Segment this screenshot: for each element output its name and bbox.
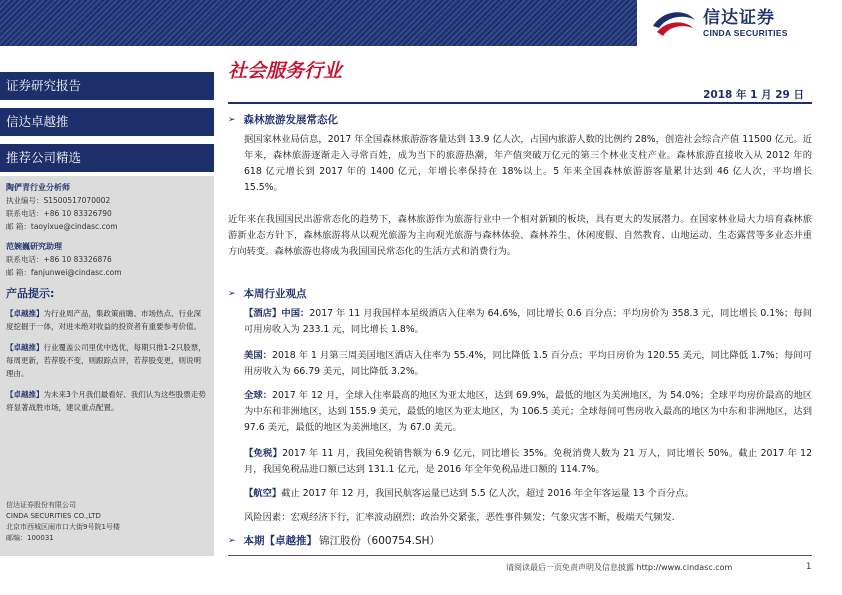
footer-disclaimer-note[interactable]: 请阅读最后一页免责声明及信息披露 http://www.cindasc.com bbox=[506, 563, 733, 572]
report-date: 2018 年 1 月 29 日 bbox=[703, 89, 804, 101]
company-zip: 邮编：100031 bbox=[6, 534, 54, 542]
brand-logo bbox=[637, 0, 842, 46]
company-name-cn: 信达证券股份有限公司 bbox=[6, 501, 76, 509]
arrow-bullet-icon: ➢ bbox=[228, 114, 236, 125]
hotel-global-tag: 全球： bbox=[244, 390, 273, 401]
hotel-us-tag: 美国： bbox=[244, 350, 273, 361]
cinda-swoosh-icon bbox=[649, 6, 699, 40]
analyst1-license: 执业编号：S1500517070002 bbox=[6, 196, 111, 205]
company-name-en: CINDA SECURITIES CO.,LTD bbox=[6, 512, 101, 520]
hint-text: 为行业周产品，集政策前瞻、市场热点、行业深度挖掘于一体，对进未绝对收益的投资者有重要参考价值。 bbox=[6, 309, 201, 331]
section-forest-tourism-heading bbox=[228, 112, 338, 127]
hint-text: 为未来3个月我们最看好、我们认为这些股票走势将显著战胜市场，建议重点配置。 bbox=[6, 390, 206, 412]
section-title: 本期【卓越推】 bbox=[243, 535, 318, 547]
sidebar bbox=[0, 52, 214, 554]
band-research-report: 证券研究报告 bbox=[0, 72, 214, 100]
page-number: 1 bbox=[806, 562, 812, 572]
aviation-paragraph bbox=[244, 486, 812, 502]
section-weekly-view-heading bbox=[228, 286, 307, 301]
hint-tag: 【卓越推】 bbox=[6, 309, 44, 318]
arrow-bullet-icon: ➢ bbox=[228, 288, 236, 299]
hint-tag: 【卓越推】 bbox=[6, 343, 44, 352]
product-hint-3 bbox=[6, 388, 208, 414]
hotel-us-text: 2018 年 1 月第三周美国地区酒店入住率为 55.4%，同比降低 1.5 百分点；平均日房价为 120.55 美元，同比降低 1.7%；每间可用房收入为 66.79 美元，同比降低 3.2%。 bbox=[244, 350, 812, 377]
recommended-stock[interactable]: 锦江股份（600754.SH） bbox=[319, 535, 441, 547]
aviation-tag: 【航空】 bbox=[244, 488, 282, 499]
hint-tag: 【卓越推】 bbox=[6, 390, 44, 399]
sector-title: 社会服务行业 bbox=[228, 60, 343, 82]
forest-tourism-paragraph-2: 近年来在我国国民出游常态化的趋势下，森林旅游作为旅游行业中一个相对新颖的板块，具有更大的发展潜力。在国家林业局大力培育森林旅游新业态方针下，森林旅游将从以观光旅游为主向观光旅游与森林体验、森林养生、休闲度假、自然教育、山地运动、生态露营等多业态并重方向转变。森林旅游也将成为我国国民常态化的生活方式和消费行为。 bbox=[228, 214, 812, 257]
section-excellence-pick-heading bbox=[228, 533, 440, 548]
brand-name-cn: 信达证券 bbox=[703, 8, 775, 28]
hotel-global-text: 2017 年 12 月，全球入住率最高的地区为亚太地区，达到 69.9%，最低的地区为美洲地区，为 54.0%；全球平均房价最高的地区为中东和非洲地区，达到 155.9 美元，最低的地区为亚太地区，为 106.5 美元；全球每间可售房收入最高的地区为中东和非洲地区，达到 97.6 美元，最低的地区为美洲地区，为 67.0 美元。 bbox=[244, 390, 812, 433]
risk-factors-paragraph: 风险因素：宏观经济下行，汇率波动剧烈；政治外交紧张，恶性事件频发；气象灾害不断，极端天气频发. bbox=[244, 512, 675, 523]
product-hint-2 bbox=[6, 341, 208, 380]
aviation-text: 截止 2017 年 12 月，我国民航客运量已达到 5.5 亿人次，超过 2016 年全年客运量 13 个百分点。 bbox=[281, 488, 695, 499]
hotel-global-paragraph bbox=[244, 388, 812, 436]
hotel-china-paragraph bbox=[244, 306, 812, 338]
forest-tourism-paragraph-1: 据国家林业局信息，2017 年全国森林旅游游客量达到 13.9 亿人次，占国内旅游人数的比例约 28%，创造社会综合产值 11500 亿元。近年来，森林旅游逐渐走入寻常百姓，成为当下的旅游热潮，年产值突破万亿元的第三个林业支柱产业。森林旅游直接收入从 2012 年的 618 亿元增长到 2017 年的 1400 亿元，年增长率保持在 18%以上。5 年来全国森林旅游游客量累计达到 46 亿人次，平均增长 15.5%。 bbox=[244, 134, 812, 193]
hotel-us-paragraph bbox=[244, 348, 812, 380]
band-excellence-push: 信达卓越推 bbox=[0, 108, 214, 136]
analyst2-email[interactable]: 邮 箱：fanjunwei@cindasc.com bbox=[6, 268, 122, 277]
analyst1-name: 陶俨青行业分析师 bbox=[6, 183, 70, 192]
brand-name-en: CINDA SECURITIES bbox=[703, 28, 788, 38]
hotel-china-tag: 【酒店】中国： bbox=[244, 308, 310, 319]
company-address: 北京市西城区闹市口大街9号院1号楼 bbox=[6, 523, 120, 531]
section-title: 本周行业观点 bbox=[243, 288, 307, 300]
duty-free-paragraph bbox=[244, 446, 812, 478]
hotel-china-text: 2017 年 11 月我国样本星级酒店入住率为 64.6%，同比增长 0.6 百分点；平均房价为 358.3 元，同比增长 0.1%；每间可用房收入为 233.1 元，同比增长 1.8%。 bbox=[244, 308, 812, 335]
arrow-bullet-icon: ➢ bbox=[228, 535, 236, 546]
duty-free-text: 2017 年 11 月，我国免税销售额为 6.9 亿元，同比增长 35%。免税消费人数为 21 万人，同比增长 50%。截止 2017 年 12 月，我国免税品进口额已达到 131.1 亿元，是 2016 年全年免税品进口额的 114.7%。 bbox=[244, 448, 812, 475]
analyst1-email[interactable]: 邮 箱：taoyixue@cindasc.com bbox=[6, 222, 118, 231]
sidebar-info-panel bbox=[0, 176, 214, 556]
section-title: 森林旅游发展常态化 bbox=[243, 114, 339, 126]
product-hint-title: 产品提示: bbox=[6, 287, 55, 300]
header-divider bbox=[228, 102, 812, 104]
band-recommended-picks: 推荐公司精选 bbox=[0, 144, 214, 172]
footer-divider bbox=[228, 555, 812, 556]
hint-text: 行业覆盖公司里优中选优，每期只推1-2只股票，每周更新，若荐股不变，则跟踪点评，若荐股变更，则说明理由。 bbox=[6, 343, 206, 378]
duty-free-tag: 【免税】 bbox=[244, 448, 283, 459]
analyst2-name: 范婉巍研究助理 bbox=[6, 242, 62, 251]
company-info bbox=[6, 500, 120, 544]
analyst2-phone: 联系电话：+86 10 83326876 bbox=[6, 255, 112, 264]
product-hint-1 bbox=[6, 307, 208, 333]
analyst1-phone: 联系电话：+86 10 83326790 bbox=[6, 209, 112, 218]
